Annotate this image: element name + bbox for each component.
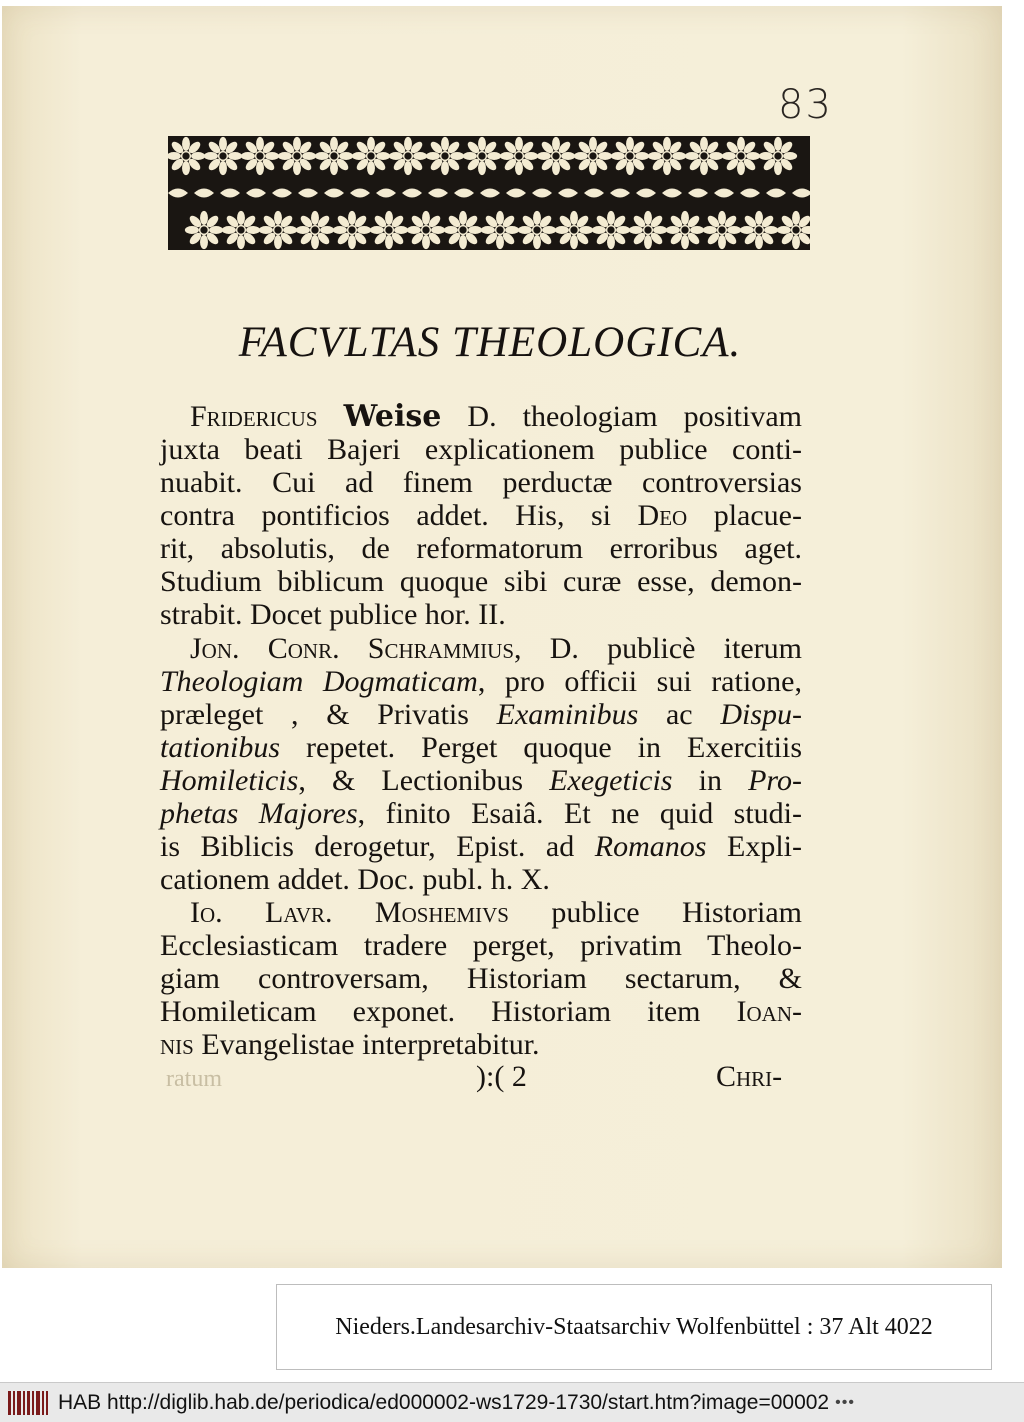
ornament-petal (209, 226, 223, 234)
ornament-petal (648, 152, 662, 160)
ornament-petal (352, 152, 366, 160)
ornament-center (663, 152, 672, 161)
ornament-petal (681, 211, 689, 225)
ornament-petal (259, 226, 273, 234)
ornament-petal (185, 226, 199, 234)
ornament-center (681, 226, 690, 235)
ornament-petal (431, 226, 445, 234)
ornament-petal (518, 226, 532, 234)
ornament-petal (348, 235, 356, 249)
ornament-petal (626, 161, 634, 175)
ornament-petal (222, 226, 236, 234)
ornament-center (422, 226, 431, 235)
ornament-petal (792, 211, 800, 225)
text-line: strabit. Docet publice hor. II. (160, 598, 506, 631)
ornament-center (330, 152, 339, 161)
text-line: contra pontificios addet. His, si Deo placue- (160, 499, 802, 532)
ornament-row-top (168, 137, 797, 175)
ornament-petal (635, 152, 649, 160)
ornament-center (274, 226, 283, 235)
ornament-center (367, 152, 376, 161)
ornament-petal (496, 211, 504, 225)
ornament-petal (367, 137, 375, 151)
ornament-petal (700, 137, 708, 151)
ornament-petal (256, 161, 264, 175)
ornament-center (626, 152, 635, 161)
ornament-center (774, 152, 783, 161)
signature-mark: ):( 2 (476, 1060, 527, 1093)
ornament-center (441, 152, 450, 161)
ornament-petal (311, 235, 319, 249)
ornament-center (385, 226, 394, 235)
text-line: nis Evangelistae interpretabitur. (160, 1028, 540, 1061)
ornament-petal (607, 235, 615, 249)
ornament-petal (441, 137, 449, 151)
ornament-petal (339, 152, 353, 160)
ornament-center (755, 226, 764, 235)
ornament-petal (737, 137, 745, 151)
ornament-petal (666, 226, 680, 234)
ornament-petal (552, 161, 560, 175)
ornament-petal (296, 226, 310, 234)
ornament-center (700, 152, 709, 161)
text-line: giam controversam, Historiam sectarum, & (160, 962, 802, 995)
ornament-petal (302, 152, 316, 160)
ornament-petal (709, 152, 723, 160)
ornament-center (496, 226, 505, 235)
ornament-petal (616, 226, 630, 234)
ornament-petal (737, 161, 745, 175)
ornament-center (737, 152, 746, 161)
ornament-petal (774, 161, 782, 175)
ornament-center (182, 152, 191, 161)
ornament-petal (500, 152, 514, 160)
ornament-petal (191, 152, 205, 160)
ornament-center (570, 226, 579, 235)
ornament-center (404, 152, 413, 161)
ornament-petal (515, 161, 523, 175)
ornament-petal (672, 152, 686, 160)
ornament-petal (755, 211, 763, 225)
faculty-heading: FACVLTAS THEOLOGICA. (238, 319, 742, 366)
ornament-petal (561, 152, 575, 160)
text-line: is Biblicis derogetur, Epist. ad Romanos Expli- (160, 830, 802, 863)
text-line: Jon. Conr. Schrammius, D. publicè iterum (190, 632, 802, 665)
text-line: Io. Lavr. Moshemivs publice Historiam (190, 896, 802, 929)
ornament-petal (592, 226, 606, 234)
ornament-petal (204, 152, 218, 160)
ornament-center (311, 226, 320, 235)
ornament-petal (700, 161, 708, 175)
ornament-center (256, 152, 265, 161)
ornament-petal (200, 211, 208, 225)
text-line: Studium biblicum quoque sibi curæ esse, demon- (160, 565, 802, 598)
ornament-center (237, 226, 246, 235)
ornament-petal (330, 161, 338, 175)
ornament-petal (607, 211, 615, 225)
ornament-petal (348, 211, 356, 225)
ornament-petal (792, 235, 800, 249)
ornament-petal (755, 235, 763, 249)
ornament-petal (740, 226, 754, 234)
ornament-center (219, 152, 228, 161)
ornament-petal (515, 137, 523, 151)
ornament-petal (783, 152, 797, 160)
ornament-petal (370, 226, 384, 234)
ornament-petal (320, 226, 334, 234)
ornament-petal (241, 152, 255, 160)
ornament-petal (330, 137, 338, 151)
ornament-petal (274, 211, 282, 225)
ornament-petal (487, 152, 501, 160)
more-icon[interactable]: ••• (835, 1393, 855, 1411)
ornament-petal (496, 235, 504, 249)
ornament-petal (685, 152, 699, 160)
text-line: juxta beati Bajeri explicationem publice conti- (160, 433, 802, 466)
ornament-petal (764, 226, 778, 234)
ornament-center (792, 226, 801, 235)
ornament-center (533, 226, 542, 235)
ornament-petal (552, 137, 560, 151)
ornament-petal (315, 152, 329, 160)
ornament-petal (228, 152, 242, 160)
text-line: Homileticis, & Lectionibus Exegeticis in Pro- (160, 764, 802, 797)
ornament-petal (478, 137, 486, 151)
ornament-petal (598, 152, 612, 160)
ornament-petal (385, 211, 393, 225)
ornament-petal (283, 226, 297, 234)
barcode-icon (6, 1389, 50, 1417)
decorative-ornament-band (168, 136, 810, 250)
ornament-petal (441, 161, 449, 175)
ornament-petal (478, 161, 486, 175)
ornament-petal (579, 226, 593, 234)
ornament-petal (611, 152, 625, 160)
ornament-center (515, 152, 524, 161)
ornament-petal (718, 211, 726, 225)
ornament-center (293, 152, 302, 161)
text-line: rit, absolutis, de reformatorum erroribus aget. (160, 532, 802, 565)
ornament-petal (182, 161, 190, 175)
ornament-petal (570, 211, 578, 225)
bleed-through-text: ratum (166, 1066, 222, 1092)
ornament-petal (200, 235, 208, 249)
archive-label: Nieders.Landesarchiv-Staatsarchiv Wolfenbüttel : 37 Alt 4022 (276, 1284, 992, 1370)
ornament-petal (537, 152, 551, 160)
ornament-petal (278, 152, 292, 160)
ornament-petal (293, 137, 301, 151)
ornament-petal (589, 137, 597, 151)
ornament-petal (246, 226, 260, 234)
ornament-petal (404, 161, 412, 175)
ornament-center (478, 152, 487, 161)
text-line: Theologiam Dogmaticam, pro officii sui ratione, (160, 665, 802, 698)
ornament-petal (663, 161, 671, 175)
ornament-petal (219, 161, 227, 175)
ornament-petal (644, 235, 652, 249)
ornament-petal (357, 226, 371, 234)
page-number: 83 (778, 82, 833, 128)
ornament-petal (237, 235, 245, 249)
ornament-petal (404, 137, 412, 151)
ornament-petal (407, 226, 421, 234)
ornament-petal (385, 235, 393, 249)
text-line: phetas Majores, finito Esaiâ. Et ne quid studi- (160, 797, 803, 830)
ornament-petal (681, 235, 689, 249)
ornament-petal (481, 226, 495, 234)
text-line: Homileticam exponet. Historiam item Ioan- (160, 995, 802, 1028)
ornament-petal (629, 226, 643, 234)
ornament-center (589, 152, 598, 161)
url-text[interactable]: HAB http://diglib.hab.de/periodica/ed000002-ws1729-1730/start.htm?image=00002 (58, 1390, 830, 1414)
ornament-center (200, 226, 209, 235)
ornament-petal (718, 235, 726, 249)
text-line: tationibus repetet. Perget quoque in Exercitiis (160, 731, 802, 764)
ornament-petal (256, 137, 264, 151)
ornament-petal (727, 226, 741, 234)
ornament-petal (237, 211, 245, 225)
text-line: præleget , & Privatis Examinibus ac Dispu- (160, 698, 802, 731)
text-line: cationem addet. Doc. publ. h. X. (160, 863, 550, 896)
ornament-petal (389, 152, 403, 160)
ornament-petal (524, 152, 538, 160)
ornament-petal (463, 152, 477, 160)
ornament-center (718, 226, 727, 235)
ornament-petal (413, 152, 427, 160)
ornament-petal (746, 152, 760, 160)
ornament-petal (533, 235, 541, 249)
ornament-petal (570, 235, 578, 249)
paragraph-schrammius (160, 632, 802, 896)
ornament-petal (759, 152, 773, 160)
ornament-petal (653, 226, 667, 234)
ornament-petal (459, 211, 467, 225)
paragraph-moshemius (160, 896, 802, 1061)
ornament-petal (367, 161, 375, 175)
ornament-center (552, 152, 561, 161)
ornament-petal (663, 137, 671, 151)
ornament-center (459, 226, 468, 235)
ornament-center (644, 226, 653, 235)
ornament-petal (468, 226, 482, 234)
ornament-petal (777, 226, 791, 234)
ornament-petal (722, 152, 736, 160)
ornament-petal (459, 235, 467, 249)
ornament-petal (293, 161, 301, 175)
ornament-petal (626, 137, 634, 151)
ornament-petal (333, 226, 347, 234)
ornament-petal (774, 137, 782, 151)
ornament-petal (265, 152, 279, 160)
ornament-petal (555, 226, 569, 234)
ornament-petal (219, 137, 227, 151)
text-line: nuabit. Cui ad finem perductæ controversias (160, 466, 802, 499)
ornament-center (607, 226, 616, 235)
ornament-petal (394, 226, 408, 234)
ornament-petal (426, 152, 440, 160)
ornament-petal (422, 211, 430, 225)
ornament-petal (505, 226, 519, 234)
text-line: Fridericus Weise D. theologiam positivam (190, 399, 803, 434)
text-line: Ecclesiasticam tradere perget, privatim Theolo- (160, 929, 802, 962)
ornament-petal (450, 152, 464, 160)
ornament-petal (444, 226, 458, 234)
ornament-petal (422, 235, 430, 249)
ornament-petal (533, 211, 541, 225)
ornament-petal (574, 152, 588, 160)
paragraph-weise (160, 400, 802, 631)
url-bar (0, 1382, 1024, 1422)
ornament-petal (311, 211, 319, 225)
ornament-petal (589, 161, 597, 175)
ornament-petal (703, 226, 717, 234)
ornament-petal (182, 137, 190, 151)
ornament-center (348, 226, 357, 235)
ornament-petal (542, 226, 556, 234)
catchword: Chri- (716, 1060, 783, 1093)
ornament-petal (274, 235, 282, 249)
ornament-petal (690, 226, 704, 234)
ornament-petal (644, 211, 652, 225)
ornament-petal (376, 152, 390, 160)
